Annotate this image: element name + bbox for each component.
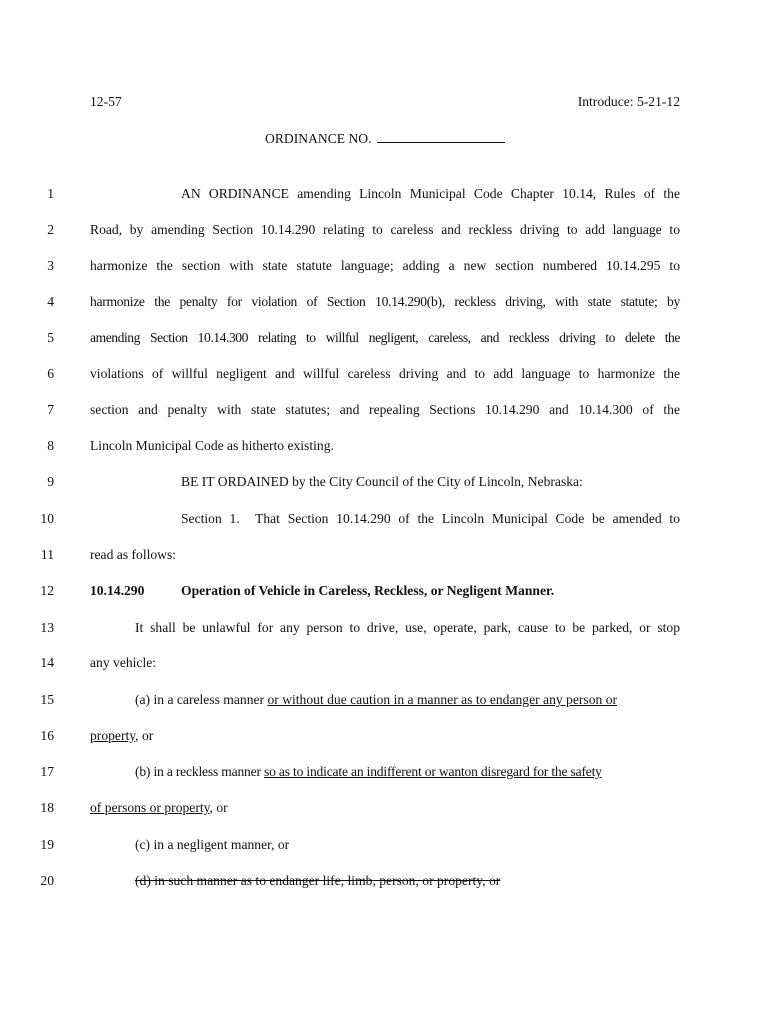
line-6 bbox=[0, 366, 770, 386]
line-text: any vehicle: bbox=[90, 655, 157, 670]
line-text bbox=[90, 800, 680, 816]
line-number: 6 bbox=[47, 366, 54, 381]
plain-text: , or bbox=[135, 728, 154, 743]
ordinance-number-blank bbox=[377, 130, 505, 143]
line-number: 13 bbox=[40, 620, 54, 635]
line-text bbox=[135, 764, 680, 780]
line-number: 10 bbox=[40, 511, 54, 526]
line-number: 2 bbox=[47, 222, 54, 237]
plain-text: , or bbox=[209, 800, 228, 815]
line-11 bbox=[0, 547, 770, 567]
line-9 bbox=[0, 474, 770, 494]
section-title: Operation of Vehicle in Careless, Reckless, or Negligent Manner. bbox=[181, 583, 555, 598]
line-number: 17 bbox=[40, 764, 54, 779]
line-18 bbox=[0, 800, 770, 820]
line-number: 4 bbox=[47, 294, 54, 309]
inserted-text: property bbox=[90, 728, 136, 743]
line-number: 16 bbox=[40, 728, 54, 743]
line-text: Lincoln Municipal Code as hitherto existing. bbox=[90, 438, 334, 453]
line-number: 1 bbox=[47, 186, 54, 201]
line-number: 15 bbox=[40, 692, 54, 707]
line-7 bbox=[0, 402, 770, 422]
line-text: harmonize the section with state statute language; adding a new section numbered 10.14.295 to bbox=[90, 258, 680, 273]
line-number: 7 bbox=[47, 402, 54, 417]
bill-number: 12-57 bbox=[90, 94, 122, 109]
ordinance-title-text: ORDINANCE NO. bbox=[265, 131, 372, 146]
line-number: 14 bbox=[40, 655, 54, 670]
line-text: violations of willful negligent and willful careless driving and to add language to harmonize the bbox=[90, 366, 680, 381]
line-number: 5 bbox=[47, 330, 54, 345]
line-4 bbox=[0, 294, 770, 314]
introduced-date: Introduce: 5-21-12 bbox=[577, 94, 680, 109]
line-text: It shall be unlawful for any person to drive, use, operate, park, cause to be parked, or stop bbox=[135, 620, 680, 635]
line-19 bbox=[0, 837, 770, 857]
line-number: 3 bbox=[47, 258, 54, 273]
ordinance-title bbox=[0, 130, 770, 147]
inserted-text: or without due caution in a manner as to endanger any person or bbox=[267, 692, 618, 707]
line-number: 18 bbox=[40, 800, 54, 815]
line-text: (c) in a negligent manner, or bbox=[135, 837, 290, 852]
line-number: 19 bbox=[40, 837, 54, 852]
line-text: BE IT ORDAINED by the City Council of the City of Lincoln, Nebraska: bbox=[181, 474, 583, 489]
line-number: 8 bbox=[47, 438, 54, 453]
line-text bbox=[135, 873, 680, 889]
line-text bbox=[90, 728, 680, 744]
line-text: Section 1. That Section 10.14.290 of the Lincoln Municipal Code be amended to bbox=[181, 511, 680, 526]
line-5 bbox=[0, 330, 770, 350]
line-text: amending Section 10.14.300 relating to willful negligent, careless, and reckless driving to delete the bbox=[90, 330, 680, 345]
line-text: AN ORDINANCE amending Lincoln Municipal Code Chapter 10.14, Rules of the bbox=[181, 186, 680, 201]
line-20 bbox=[0, 873, 770, 893]
line-text: harmonize the penalty for violation of Section 10.14.290(b), reckless driving, with state statute; by bbox=[90, 294, 680, 309]
line-text: read as follows: bbox=[90, 547, 177, 562]
section-heading bbox=[90, 583, 680, 599]
line-text: section and penalty with state statutes; and repealing Sections 10.14.290 and 10.14.300 of the bbox=[90, 402, 680, 417]
line-10 bbox=[0, 511, 770, 531]
plain-text: (a) in a careless manner bbox=[135, 692, 268, 707]
line-3 bbox=[0, 258, 770, 278]
line-17 bbox=[0, 764, 770, 784]
line-12 bbox=[0, 583, 770, 603]
line-16 bbox=[0, 728, 770, 748]
inserted-text: so as to indicate an indifferent or wanton disregard for the safety bbox=[264, 764, 602, 779]
line-14 bbox=[0, 655, 770, 675]
line-2 bbox=[0, 222, 770, 242]
plain-text: (b) in a reckless manner bbox=[135, 764, 264, 779]
deleted-text: (d) in such manner as to endanger life, limb, person, or property, or bbox=[135, 873, 501, 888]
inserted-text: of persons or property bbox=[90, 800, 210, 815]
line-text bbox=[135, 692, 680, 708]
line-8 bbox=[0, 438, 770, 458]
line-number: 20 bbox=[40, 873, 54, 888]
line-1 bbox=[0, 186, 770, 206]
line-15 bbox=[0, 692, 770, 712]
line-text: Road, by amending Section 10.14.290 relating to careless and reckless driving to add language to bbox=[90, 222, 680, 237]
line-number: 11 bbox=[40, 547, 54, 562]
line-13 bbox=[0, 620, 770, 640]
line-number: 12 bbox=[40, 583, 54, 598]
line-number: 9 bbox=[47, 474, 54, 489]
section-number: 10.14.290 bbox=[90, 583, 145, 598]
